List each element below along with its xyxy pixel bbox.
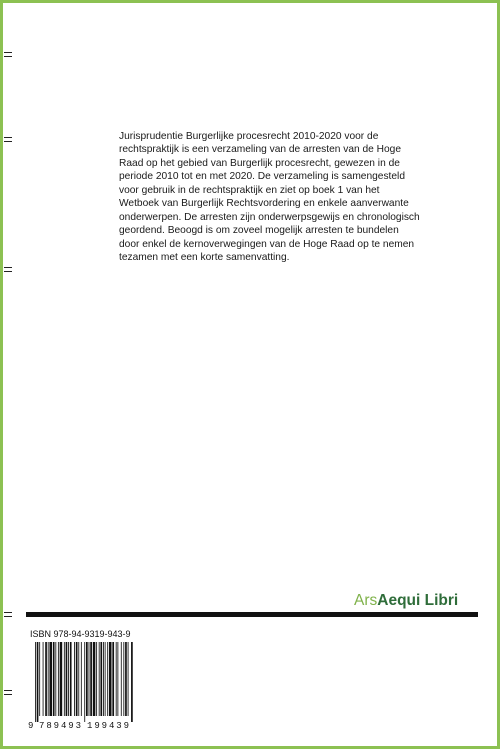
- isbn-barcode: [25, 640, 145, 730]
- barcode-bar: [45, 642, 47, 716]
- trim-mark: [4, 612, 12, 617]
- blurb-line: geordend. Beoogd is om zoveel mogelijk arresten te bundelen: [119, 225, 399, 237]
- barcode-bar: [49, 642, 52, 716]
- barcode-bar: [55, 642, 56, 716]
- logo-aequi-libri: Aequi Libri: [377, 592, 459, 609]
- barcode-digits-right: 199439: [87, 721, 129, 730]
- blurb-line: Raad op het gebied van Burgerlijk procesrecht, gewezen in de: [119, 157, 400, 169]
- barcode-bar: [78, 642, 79, 716]
- blurb-line: tezamen met een korte samenvatting.: [119, 252, 290, 264]
- barcode-bar: [112, 642, 114, 716]
- barcode-bars: [35, 642, 133, 722]
- barcode-bar: [39, 642, 40, 716]
- barcode-bar: [107, 642, 108, 716]
- blurb-line: periode 2010 tot en met 2020. De verzameling is samengesteld: [119, 171, 405, 183]
- blurb-line: onderwerpen. De arresten zijn onderwerpsgewijs en chronologisch: [119, 211, 420, 223]
- barcode-bar: [48, 642, 49, 716]
- trim-mark: [4, 690, 12, 695]
- barcode-bar: [117, 642, 118, 716]
- barcode-bar: [131, 642, 133, 722]
- barcode-bar: [93, 642, 96, 716]
- barcode-bar: [96, 642, 97, 716]
- barcode-bar: [103, 642, 104, 716]
- barcode-bar: [68, 642, 69, 716]
- barcode-bar: [76, 642, 78, 716]
- trim-mark: [4, 52, 12, 57]
- barcode-bar: [81, 642, 82, 716]
- barcode-bar: [105, 642, 106, 716]
- blurb-line: voor gebruik in de rechtspraktijk en ziet op boek 1 van het: [119, 184, 380, 196]
- barcode-bar: [37, 642, 39, 722]
- divider-bar: [26, 612, 478, 617]
- barcode-bar: [60, 642, 63, 716]
- logo-ars: Ars: [354, 592, 378, 609]
- barcode-bar: [90, 642, 92, 716]
- barcode-bar: [84, 642, 85, 722]
- blurb-line: door enkel de kernoverwegingen van de Hoge Raad op te nemen: [119, 238, 415, 250]
- blurb-line: Jurisprudentie Burgerlijke procesrecht 2010-2020 voor de: [119, 131, 379, 142]
- barcode-bar: [58, 642, 59, 716]
- barcode-bar: [121, 642, 122, 716]
- barcode-bar: [43, 642, 44, 716]
- barcode-bar: [53, 642, 55, 716]
- barcode-bar: [100, 642, 102, 716]
- barcode-bar: [123, 642, 124, 716]
- publisher-logo: [354, 592, 458, 610]
- barcode-bar: [74, 642, 75, 716]
- barcode-bar: [125, 642, 127, 716]
- barcode-digits-left: 789493: [39, 721, 81, 730]
- barcode-bar: [128, 642, 129, 716]
- blurb-line: rechtspraktijk is een verzameling van de arresten van de Hoge: [119, 144, 402, 156]
- barcode-bar: [64, 642, 65, 716]
- barcode-digit-first: 9: [28, 721, 34, 730]
- trim-mark: [4, 267, 12, 272]
- isbn-text: ISBN 978-94-9319-943-9: [30, 629, 131, 639]
- barcode-bar: [116, 642, 117, 716]
- barcode-bar: [86, 642, 88, 716]
- blurb-line: Wetboek van Burgerlijk Rechtsvordering en enkele aanverwante: [119, 198, 409, 210]
- barcode-bar: [70, 642, 72, 716]
- barcode-bar: [35, 642, 36, 722]
- back-cover-blurb: [119, 130, 449, 265]
- barcode-bar: [89, 642, 90, 716]
- barcode-bar: [109, 642, 112, 716]
- barcode-bar: [66, 642, 68, 716]
- barcode-bar: [99, 642, 100, 716]
- trim-mark: [4, 137, 12, 142]
